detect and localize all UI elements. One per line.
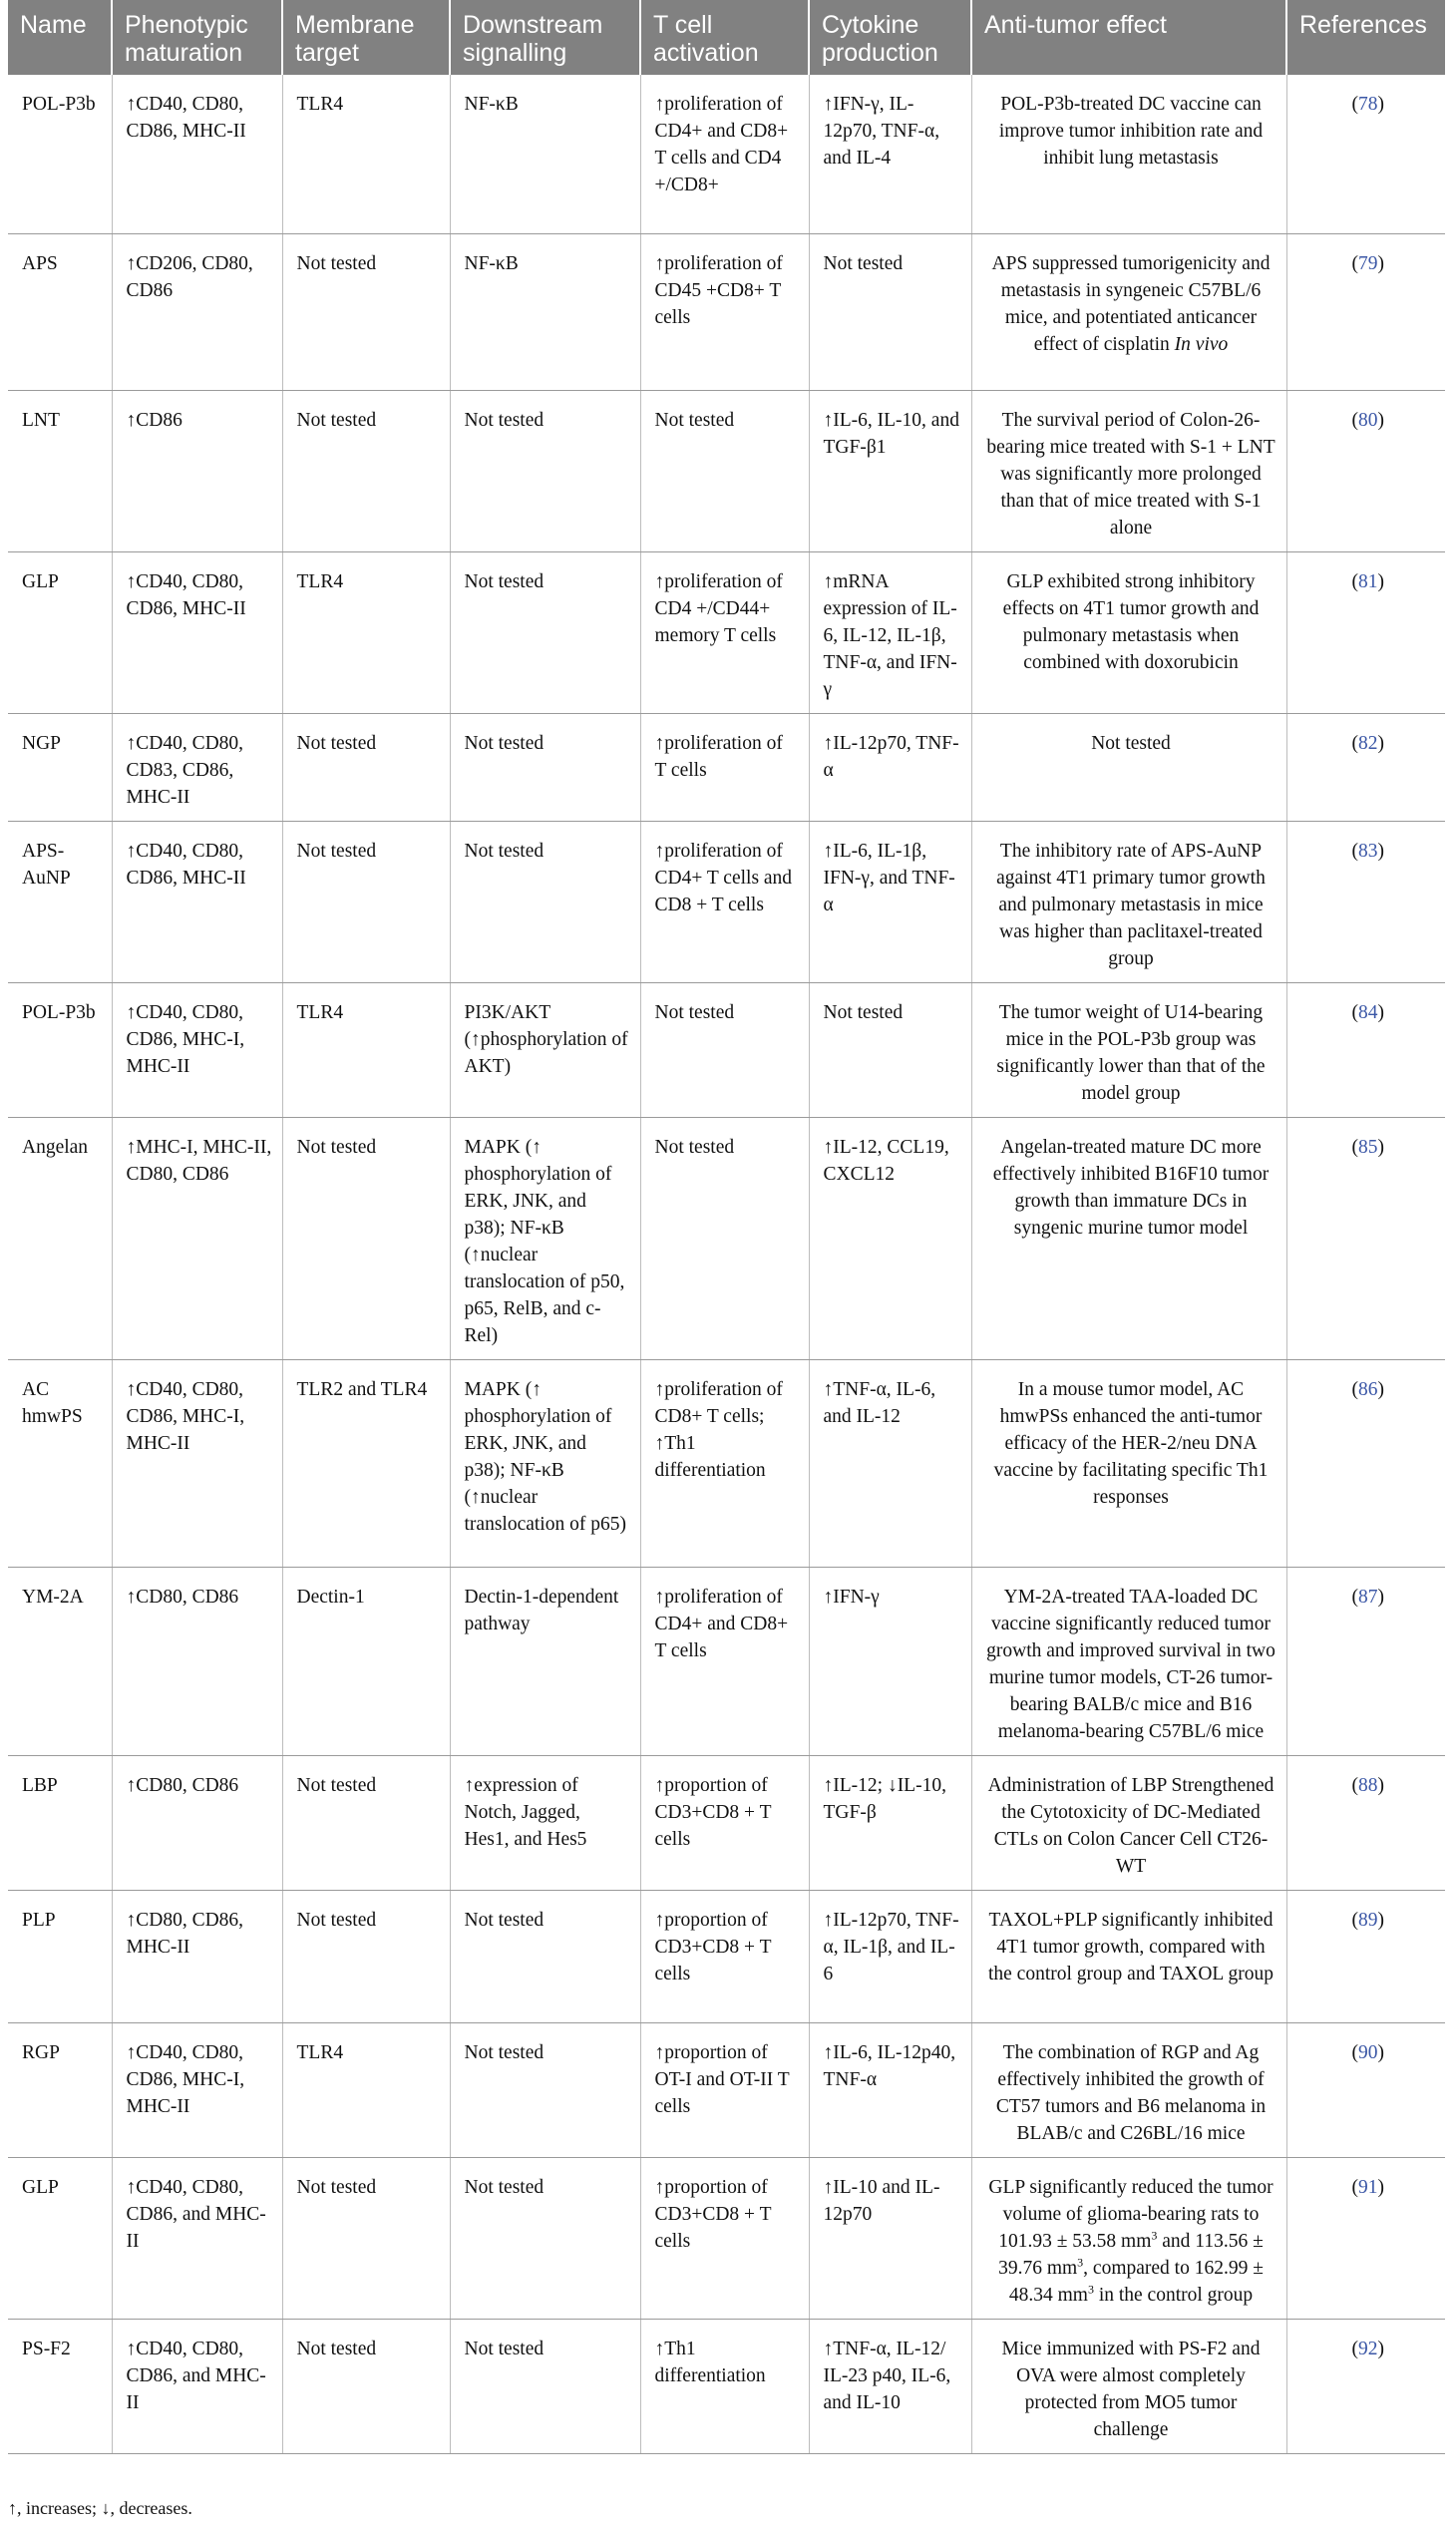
cell-cytokine-production: ↑IL-12p70, TNF-α, IL-1β, and IL-6 (809, 1890, 971, 2022)
cell-membrane-target: Dectin-1 (282, 1567, 450, 1755)
cell-t-cell-activation: ↑proliferation of CD4+ T cells and CD8 + T cells (640, 821, 809, 982)
cell-cytokine-production: Not tested (809, 982, 971, 1117)
effect-text-italic: In vivo (1174, 333, 1229, 355)
cell-anti-tumor-effect: TAXOL+PLP significantly inhibited 4T1 tumor growth, compared with the control group and TAXOL group (971, 1890, 1286, 2022)
reference-link[interactable]: 87 (1358, 1586, 1378, 1608)
table-footnote: ↑, increases; ↓, decreases. (8, 2498, 192, 2518)
table-row (8, 2157, 1445, 2319)
cell-anti-tumor-effect: GLP exhibited strong inhibitory effects on 4T1 tumor growth and pulmonary metastasis when combined with doxorubicin (971, 551, 1286, 713)
cell-cytokine-production: ↑IL-12; ↓IL-10, TGF-β (809, 1755, 971, 1890)
cell-reference: (82) (1286, 713, 1445, 821)
table-row (8, 1359, 1445, 1567)
cell-anti-tumor-effect (971, 2157, 1286, 2319)
table-row (8, 1117, 1445, 1359)
cell-name: Angelan (8, 1117, 112, 1359)
table-row (8, 1890, 1445, 2022)
superscript: 3 (1077, 2255, 1084, 2269)
table-row (8, 982, 1445, 1117)
cell-phenotypic-maturation: ↑CD206, CD80, CD86 (112, 233, 282, 390)
cell-t-cell-activation: ↑proportion of CD3+CD8 + T cells (640, 1755, 809, 1890)
cell-cytokine-production: Not tested (809, 233, 971, 390)
cell-membrane-target: Not tested (282, 713, 450, 821)
cell-name: POL-P3b (8, 75, 112, 233)
header-name: Name (8, 0, 112, 75)
cell-cytokine-production: ↑TNF-α, IL-12/ IL-23 p40, IL-6, and IL-10 (809, 2319, 971, 2453)
cell-membrane-target: TLR4 (282, 75, 450, 233)
header-phenotypic-maturation: Phenotypic maturation (112, 0, 282, 75)
table-row (8, 713, 1445, 821)
cell-downstream-signalling: Dectin-1-dependent pathway (450, 1567, 640, 1755)
superscript: 3 (1151, 2228, 1158, 2242)
cell-reference: (87) (1286, 1567, 1445, 1755)
cell-membrane-target: TLR4 (282, 551, 450, 713)
cell-cytokine-production: ↑TNF-α, IL-6, and IL-12 (809, 1359, 971, 1567)
cell-name: LNT (8, 390, 112, 551)
reference-link[interactable]: 90 (1358, 2041, 1378, 2063)
cell-name: APS (8, 233, 112, 390)
cell-reference: (91) (1286, 2157, 1445, 2319)
reference-link[interactable]: 84 (1358, 1001, 1378, 1023)
cell-anti-tumor-effect: The inhibitory rate of APS-AuNP against 4T1 primary tumor growth and pulmonary metastasis in mice was higher than paclitaxel-treated group (971, 821, 1286, 982)
cell-phenotypic-maturation: ↑CD40, CD80, CD86, and MHC-II (112, 2319, 282, 2453)
reference-link[interactable]: 78 (1358, 94, 1378, 115)
cell-t-cell-activation: Not tested (640, 982, 809, 1117)
cell-phenotypic-maturation: ↑CD86 (112, 390, 282, 551)
cell-reference: (86) (1286, 1359, 1445, 1567)
cell-anti-tumor-effect: POL-P3b-treated DC vaccine can improve tumor inhibition rate and inhibit lung metastasis (971, 75, 1286, 233)
cell-downstream-signalling: Not tested (450, 2022, 640, 2157)
cell-phenotypic-maturation: ↑CD80, CD86, MHC-II (112, 1890, 282, 2022)
cell-anti-tumor-effect (971, 233, 1286, 390)
cell-downstream-signalling: NF-κB (450, 233, 640, 390)
cell-phenotypic-maturation: ↑CD80, CD86 (112, 1567, 282, 1755)
cell-downstream-signalling: MAPK (↑ phosphorylation of ERK, JNK, and p38); NF-κB (↑nuclear translocation of p65) (450, 1359, 640, 1567)
cell-membrane-target: TLR4 (282, 982, 450, 1117)
reference-link[interactable]: 83 (1358, 840, 1378, 862)
table-row (8, 1755, 1445, 1890)
effect-text: , compared to 162.99 ± 48.34 mm (1008, 2257, 1264, 2306)
cell-cytokine-production: ↑IL-6, IL-1β, IFN-γ, and TNF-α (809, 821, 971, 982)
cell-name: APS-AuNP (8, 821, 112, 982)
cell-phenotypic-maturation: ↑CD40, CD80, CD86, MHC-II (112, 75, 282, 233)
cell-t-cell-activation: ↑proliferation of CD45 +CD8+ T cells (640, 233, 809, 390)
cell-cytokine-production: ↑IFN-γ (809, 1567, 971, 1755)
effect-text: in the control group (1093, 2284, 1254, 2306)
cell-anti-tumor-effect: Angelan-treated mature DC more effectively inhibited B16F10 tumor growth than immature DCs in syngenic murine tumor model (971, 1117, 1286, 1359)
reference-link[interactable]: 79 (1358, 252, 1378, 274)
cell-cytokine-production: ↑IFN-γ, IL-12p70, TNF-α, and IL-4 (809, 75, 971, 233)
cell-name: PLP (8, 1890, 112, 2022)
cell-phenotypic-maturation: ↑CD40, CD80, CD86, MHC-I, MHC-II (112, 2022, 282, 2157)
table-row (8, 233, 1445, 390)
cell-name: GLP (8, 2157, 112, 2319)
cell-reference: (81) (1286, 551, 1445, 713)
cell-reference: (84) (1286, 982, 1445, 1117)
cell-t-cell-activation: ↑proliferation of CD4+ and CD8+ T cells (640, 1567, 809, 1755)
cell-cytokine-production: ↑IL-12, CCL19, CXCL12 (809, 1117, 971, 1359)
cell-downstream-signalling: Not tested (450, 2319, 640, 2453)
cell-reference: (80) (1286, 390, 1445, 551)
cell-anti-tumor-effect: Not tested (971, 713, 1286, 821)
cell-t-cell-activation: ↑proliferation of T cells (640, 713, 809, 821)
cell-name: RGP (8, 2022, 112, 2157)
cell-downstream-signalling: Not tested (450, 2157, 640, 2319)
cell-name: YM-2A (8, 1567, 112, 1755)
reference-link[interactable]: 92 (1358, 2338, 1378, 2359)
cell-membrane-target: Not tested (282, 1755, 450, 1890)
table-row (8, 2022, 1445, 2157)
cell-anti-tumor-effect: The combination of RGP and Ag effectively inhibited the growth of CT57 tumors and B6 melanoma in BLAB/c and C26BL/16 mice (971, 2022, 1286, 2157)
cell-t-cell-activation: Not tested (640, 1117, 809, 1359)
cell-phenotypic-maturation: ↑CD40, CD80, CD83, CD86, MHC-II (112, 713, 282, 821)
header-downstream-signalling: Downstream signalling (450, 0, 640, 75)
table-row (8, 821, 1445, 982)
cell-name: LBP (8, 1755, 112, 1890)
cell-downstream-signalling: Not tested (450, 1890, 640, 2022)
cell-t-cell-activation: ↑proliferation of CD8+ T cells; ↑Th1 differentiation (640, 1359, 809, 1567)
reference-link[interactable]: 91 (1358, 2176, 1378, 2198)
header-anti-tumor-effect: Anti-tumor effect (971, 0, 1286, 75)
cell-name: GLP (8, 551, 112, 713)
cell-t-cell-activation: ↑proliferation of CD4+ and CD8+ T cells and CD4 +/CD8+ (640, 75, 809, 233)
cell-downstream-signalling: NF-κB (450, 75, 640, 233)
cell-phenotypic-maturation: ↑CD80, CD86 (112, 1755, 282, 1890)
cell-anti-tumor-effect: Administration of LBP Strengthened the Cytotoxicity of DC-Mediated CTLs on Colon Cancer Cell CT26-WT (971, 1755, 1286, 1890)
cell-t-cell-activation: ↑proportion of OT-I and OT-II T cells (640, 2022, 809, 2157)
cell-downstream-signalling: ↑expression of Notch, Jagged, Hes1, and Hes5 (450, 1755, 640, 1890)
cell-reference: (92) (1286, 2319, 1445, 2453)
cell-t-cell-activation: ↑proliferation of CD4 +/CD44+ memory T cells (640, 551, 809, 713)
cell-anti-tumor-effect: YM-2A-treated TAA-loaded DC vaccine significantly reduced tumor growth and improved survival in two murine tumor models, CT-26 tumor-bearing BALB/c mice and B16 melanoma-bearing C57BL/6 mice (971, 1567, 1286, 1755)
reference-link[interactable]: 82 (1358, 732, 1378, 754)
cell-membrane-target: Not tested (282, 821, 450, 982)
table-row (8, 1567, 1445, 1755)
cell-reference: (90) (1286, 2022, 1445, 2157)
cell-reference: (78) (1286, 75, 1445, 233)
cell-reference: (89) (1286, 1890, 1445, 2022)
cell-name: AC hmwPS (8, 1359, 112, 1567)
cell-cytokine-production: ↑IL-10 and IL-12p70 (809, 2157, 971, 2319)
cell-reference: (85) (1286, 1117, 1445, 1359)
cell-t-cell-activation: ↑proportion of CD3+CD8 + T cells (640, 1890, 809, 2022)
cell-downstream-signalling: Not tested (450, 713, 640, 821)
cell-membrane-target: Not tested (282, 390, 450, 551)
cell-cytokine-production: ↑mRNA expression of IL-6, IL-12, IL-1β, TNF-α, and IFN-γ (809, 551, 971, 713)
header-references: References (1286, 0, 1445, 75)
cell-name: POL-P3b (8, 982, 112, 1117)
effect-text: APS suppressed tumorigenicity and metastasis in syngeneic C57BL/6 mice, and potentiated anticancer effect of cisplatin (991, 252, 1271, 355)
table-row (8, 390, 1445, 551)
cell-reference: (88) (1286, 1755, 1445, 1890)
cell-phenotypic-maturation: ↑CD40, CD80, CD86, MHC-II (112, 821, 282, 982)
cell-phenotypic-maturation: ↑CD40, CD80, CD86, MHC-II (112, 551, 282, 713)
cell-phenotypic-maturation: ↑MHC-I, MHC-II, CD80, CD86 (112, 1117, 282, 1359)
cell-downstream-signalling: MAPK (↑ phosphorylation of ERK, JNK, and p38); NF-κB (↑nuclear translocation of p50, p65, RelB, and c-Rel) (450, 1117, 640, 1359)
reference-link[interactable]: 86 (1358, 1378, 1378, 1400)
table-row (8, 2319, 1445, 2453)
cell-anti-tumor-effect: Mice immunized with PS-F2 and OVA were almost completely protected from MO5 tumor challenge (971, 2319, 1286, 2453)
cell-cytokine-production: ↑IL-6, IL-10, and TGF-β1 (809, 390, 971, 551)
header-cytokine-production: Cytokine production (809, 0, 971, 75)
cell-name: PS-F2 (8, 2319, 112, 2453)
data-table (8, 0, 1445, 2454)
cell-membrane-target: TLR2 and TLR4 (282, 1359, 450, 1567)
cell-t-cell-activation: Not tested (640, 390, 809, 551)
cell-phenotypic-maturation: ↑CD40, CD80, CD86, and MHC-II (112, 2157, 282, 2319)
cell-reference: (83) (1286, 821, 1445, 982)
cell-membrane-target: TLR4 (282, 2022, 450, 2157)
table-row (8, 551, 1445, 713)
cell-membrane-target: Not tested (282, 233, 450, 390)
reference-link[interactable]: 88 (1358, 1774, 1378, 1796)
reference-link[interactable]: 80 (1358, 409, 1378, 431)
cell-cytokine-production: ↑IL-12p70, TNF-α (809, 713, 971, 821)
reference-link[interactable]: 85 (1358, 1136, 1378, 1158)
cell-anti-tumor-effect: In a mouse tumor model, AC hmwPSs enhanced the anti-tumor efficacy of the HER-2/neu DNA vaccine by facilitating specific Th1 responses (971, 1359, 1286, 1567)
header-t-cell-activation: T cell activation (640, 0, 809, 75)
cell-membrane-target: Not tested (282, 1890, 450, 2022)
header-row (8, 0, 1445, 75)
cell-downstream-signalling: Not tested (450, 390, 640, 551)
cell-anti-tumor-effect: The tumor weight of U14-bearing mice in the POL-P3b group was significantly lower than that of the model group (971, 982, 1286, 1117)
cell-t-cell-activation: ↑Th1 differentiation (640, 2319, 809, 2453)
cell-phenotypic-maturation: ↑CD40, CD80, CD86, MHC-I, MHC-II (112, 982, 282, 1117)
cell-downstream-signalling: Not tested (450, 551, 640, 713)
cell-name: NGP (8, 713, 112, 821)
cell-anti-tumor-effect: The survival period of Colon-26-bearing mice treated with S-1 + LNT was significantly more prolonged than that of mice treated with S-1 alone (971, 390, 1286, 551)
cell-downstream-signalling: PI3K/AKT (↑phosphorylation of AKT) (450, 982, 640, 1117)
cell-downstream-signalling: Not tested (450, 821, 640, 982)
effect-text: GLP significantly reduced the tumor volume of glioma-bearing rats to 101.93 ± 53.58 mm (988, 2176, 1274, 2252)
table-row (8, 75, 1445, 233)
superscript: 3 (1087, 2282, 1094, 2296)
cell-reference: (79) (1286, 233, 1445, 390)
cell-phenotypic-maturation: ↑CD40, CD80, CD86, MHC-I, MHC-II (112, 1359, 282, 1567)
cell-cytokine-production: ↑IL-6, IL-12p40, TNF-α (809, 2022, 971, 2157)
header-membrane-target: Membrane target (282, 0, 450, 75)
cell-t-cell-activation: ↑proportion of CD3+CD8 + T cells (640, 2157, 809, 2319)
reference-link[interactable]: 89 (1358, 1909, 1378, 1931)
cell-membrane-target: Not tested (282, 1117, 450, 1359)
effect-text: and 113.56 ± 39.76 mm (998, 2230, 1264, 2279)
reference-link[interactable]: 81 (1358, 570, 1378, 592)
cell-membrane-target: Not tested (282, 2157, 450, 2319)
cell-membrane-target: Not tested (282, 2319, 450, 2453)
